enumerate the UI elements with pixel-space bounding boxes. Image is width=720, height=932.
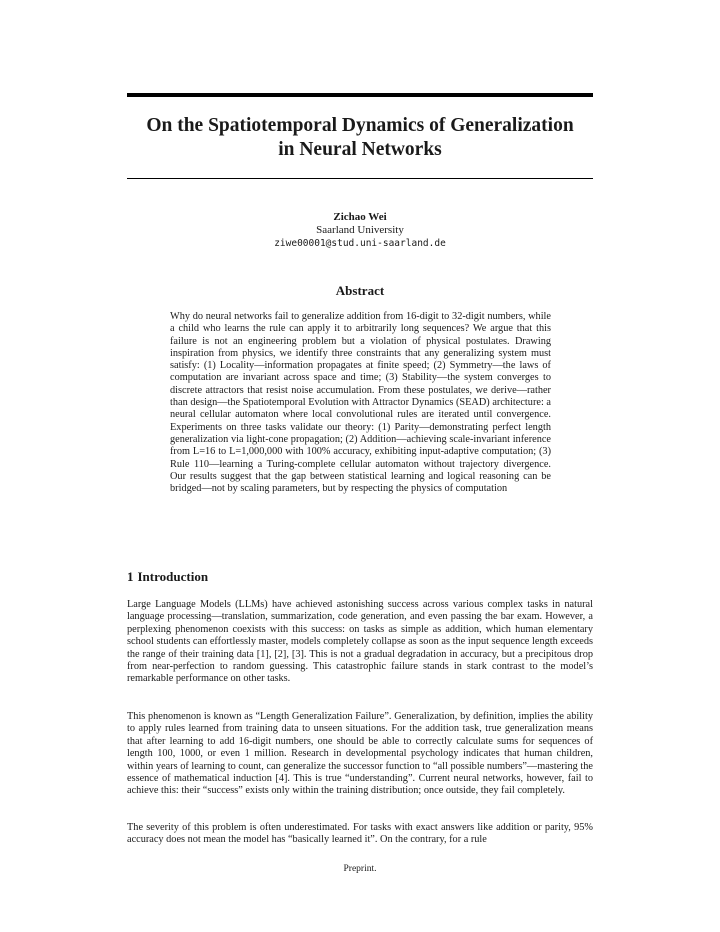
intro-paragraph-3: The severity of this problem is often underestimated. For tasks with exact answers like addition or parity, 95% accuracy does not mean the model has “basically learned it”. On the contrary, for a rule [127,822,593,846]
title-bottom-rule [127,178,593,179]
page-footer: Preprint. [343,864,377,874]
author-affiliation: Saarland University [316,224,404,236]
title-top-rule [127,93,593,97]
section-title: Introduction [137,569,209,584]
title-line-1: On the Spatiotemporal Dynamics of Generalization [146,115,574,136]
abstract-text: Why do neural networks fail to generalize addition from 16-digit to 32-digit numbers, while a child who learns the rule can apply it to arbitrarily long sequences? We argue that this failure is not an engineering problem but a violation of physical postulates. Drawing inspiration from physics, we identify three constraints that any generalizing system must satisfy: (1) Locality—information propagates at finite speed; (2) Symmetry—the laws of computation are invariant across space and time; (3) Stability—the system converges to discrete attractors that resist noise accumulation. From these postulates, we derive—rather than design—the Spatiotemporal Evolution with Attractor Dynamics (SEAD) architecture: a neural cellular automaton where local convolutional rules are iterated until convergence. Experiments on three tasks validate our theory: (1) Parity—demonstrating perfect length generalization via light-cone propagation; (2) Addition—achieving scale-invariant inference from L=16 to L=1,000,000 with 100% accuracy, exhibiting input-adaptive computation; (3) Rule 110—learning a Turing-complete cellular automaton without trajectory divergence. Our results suggest that the gap between statistical learning and logical reasoning can be bridged—not by scaling parameters, but by respecting the physics of computation [170,311,551,495]
paper-title [110,114,610,162]
title-line-2: in Neural Networks [278,139,442,160]
author-name: Zichao Wei [333,211,387,223]
author-email: ziwe00001@stud.uni-saarland.de [274,238,446,249]
author-block [127,211,593,250]
intro-paragraph-1: Large Language Models (LLMs) have achieved astonishing success across various complex tasks in natural language processing—translation, summarization, code generation, and even passing the bar exam. However, a perplexing phenomenon coexists with this success: on tasks as simple as addition, which human elementary school students can effortlessly master, models completely collapse as soon as the input sequence length exceeds the range of their training data [1], [2], [3]. This is not a gradual degradation in accuracy, but a precipitous drop from near-perfection to random guessing. This catastrophic failure stands in stark contrast to the model’s remarkable performance on other tasks. [127,599,593,685]
abstract-heading: Abstract [335,283,385,298]
intro-paragraph-2: This phenomenon is known as “Length Generalization Failure”. Generalization, by definition, implies the ability to apply rules learned from training data to unseen situations. For the addition task, true generalization means that after learning to add 16-digit numbers, one should be able to correctly calculate sums for sequences of length 100, 1000, or even 1 million. Research in developmental psychology indicates that human children, within years of learning to count, can generalize the successor function to “all possible numbers”—mastering the essence of mathematical induction [4]. This is true “understanding”. Current neural networks, however, fail to achieve this: their “success” exists only within the training distribution; once outside, they fail completely. [127,711,593,797]
section-heading-introduction [127,569,208,585]
section-number: 1 [127,569,134,584]
